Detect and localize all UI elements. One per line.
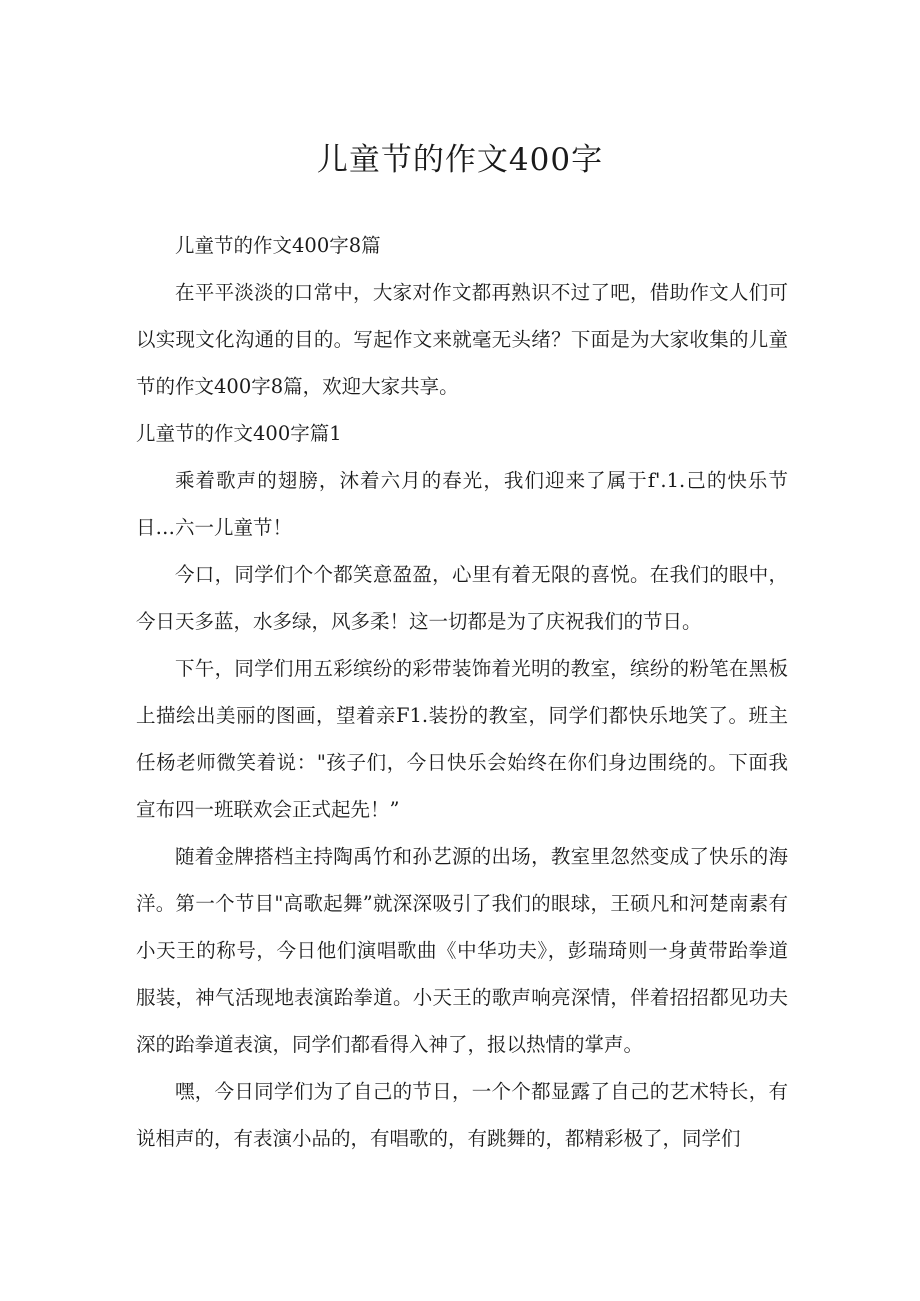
section-heading: 儿童节的作文400字篇1 <box>136 422 342 445</box>
body-paragraph: 随着金牌搭档主持陶禹竹和孙艺源的出场，教室里忽然变成了快乐的海洋。第一个节目"高歌起舞”就深深吸引了我们的眼球，王硕凡和河楚南素有小天王的称号，今日他们演唱歌曲《中华功夫》，彭瑞琦则一身黄带跆拳道服装，神气活现地表演跆拳道。小天王的歌声响亮深情，伴着招招都见功夫深的跆拳道表演，同学们都看得入神了，报以热情的掌声。 <box>136 845 788 1056</box>
intro-paragraph: 在平平淡淡的口常中，大家对作文都再熟识不过了吧，借助作文人们可以实现文化沟通的目的。写起作文来就毫无头绪？下面是为大家收集的儿童节的作文400字8篇，欢迎大家共享。 <box>136 281 788 398</box>
body-paragraph: 今口，同学们个个都笑意盈盈，心里有着无限的喜悦。在我们的眼中，今日天多蓝，水多绿，风多柔！这一切都是为了庆祝我们的节日。 <box>136 563 788 633</box>
document-subtitle: 儿童节的作文400字8篇 <box>175 234 381 257</box>
body-paragraph: 下午，同学们用五彩缤纷的彩带装饰着光明的教室，缤纷的粉笔在黑板上描绘出美丽的图画，望着亲F1.装扮的教室，同学们都快乐地笑了。班主任杨老师微笑着说："孩子们，今日快乐会始终在你们身边围绕的。下面我宣布四一班联欢会正式起先！” <box>136 657 788 821</box>
body-paragraph: 乘着歌声的翅膀，沐着六月的春光，我们迎来了属于f'.1.己的快乐节日…六一儿童节！ <box>136 469 788 539</box>
document-title: 儿童节的作文400字 <box>316 142 604 178</box>
document-body <box>136 222 788 1162</box>
body-paragraph: 嘿，今日同学们为了自己的节日，一个个都显露了自己的艺术特长，有说相声的，有表演小品的，有唱歌的，有跳舞的，都精彩极了，同学们 <box>136 1080 788 1150</box>
